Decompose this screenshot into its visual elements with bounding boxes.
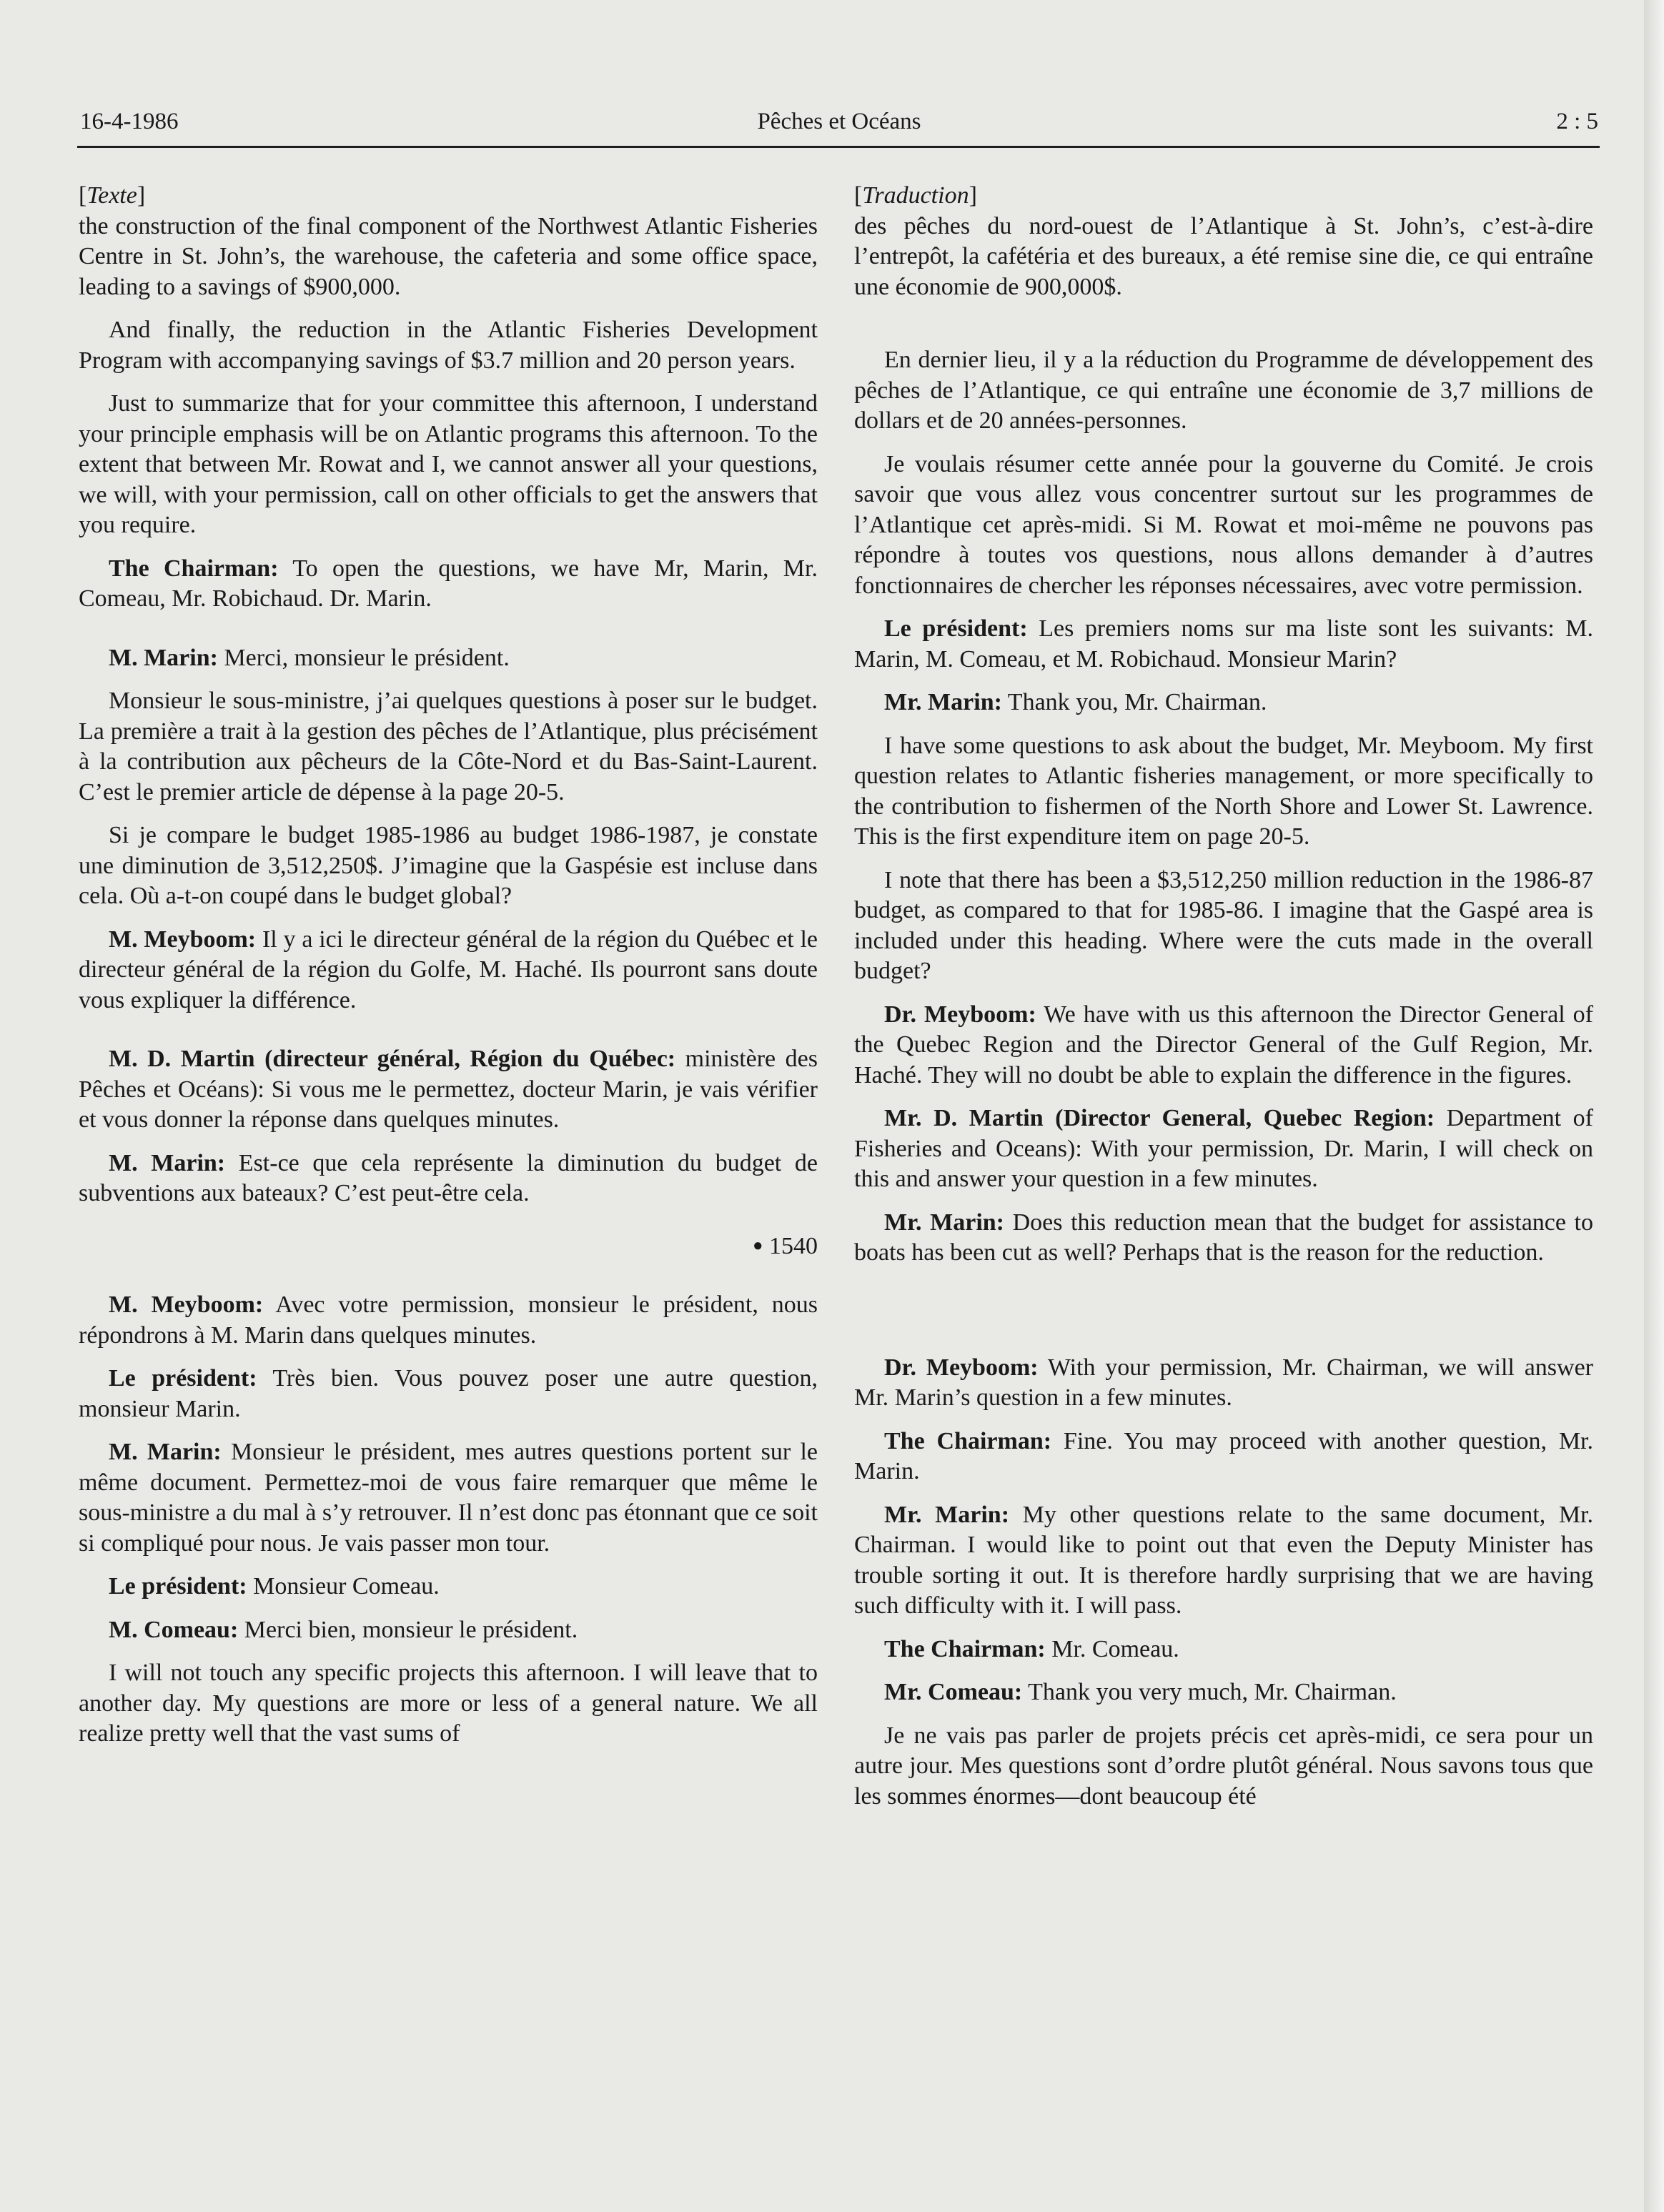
speech-text: With your permission, Mr. Chairman, we will answer Mr. Marin’s question in a few minutes. <box>854 1354 1593 1411</box>
left-column <box>79 181 818 1762</box>
running-header <box>80 109 1598 142</box>
time-marker-value: 1540 <box>769 1232 818 1259</box>
paragraph: Monsieur le sous-ministre, j’ai quelques questions à poser sur le budget. La première a trait à la gestion des pêches de l’Atlantique, plus précisément à la contribution aux pêcheurs de la Côte-Nord et du Bas-Saint-Laurent. C’est le premier article de dépense à la page 20-5. <box>79 688 818 805</box>
speech-text: ministère des Pêches et Océans): Si vous me le permettez, docteur Marin, je vais vérifier et vous donner la réponse dans quelques minutes. <box>79 1046 818 1133</box>
speaker-name: Le président: <box>109 1365 257 1392</box>
speech-paragraph <box>79 1149 818 1209</box>
speaker-name: Mr. Comeau: <box>884 1679 1023 1705</box>
speaker-name: Le président: <box>884 615 1028 642</box>
speech-text: To open the questions, we have Mr, Marin, Mr. Comeau, Mr. Robichaud. Dr. Marin. <box>79 555 818 612</box>
speech-paragraph <box>854 1677 1593 1708</box>
speech-paragraph <box>79 1437 818 1559</box>
speech-text: Mr. Comeau. <box>1045 1635 1179 1662</box>
paragraph: Je ne vais pas parler de projets précis cet après-midi, ce sera pour un autre jour. Mes questions sont d’ordre plutôt général. Nous savons tous que les sommes énormes—dont beaucoup été <box>854 1722 1593 1810</box>
speech-text: We have with us this afternoon the Director General of the Quebec Region and the Director General of the Gulf Region, Mr. Haché. They will no doubt be able to explain the difference in the figures. <box>854 1001 1593 1088</box>
paragraph: Je voulais résumer cette année pour la gouverne du Comité. Je crois savoir que vous allez vous concentrer surtout sur les programmes de l’Atlantique cet après-midi. Si M. Rowat et moi-même ne pouvons pas répondre à toutes vos questions, nous allons demander à d’autres fonctionnaires de chercher les réponses nécessaires, avec votre permission. <box>854 450 1593 599</box>
paragraph: And finally, the reduction in the Atlantic Fisheries Development Program with accompanying savings of $3.7 million and 20 person years. <box>79 317 818 374</box>
bullet-icon: ● <box>753 1236 763 1255</box>
speaker-name: M. Meyboom: <box>109 1291 264 1318</box>
header-date: 16-4-1986 <box>80 109 179 134</box>
paragraph: Just to summarize that for your committee this afternoon, I understand your principle emphasis will be on Atlantic programs this afternoon. To the extent that between Mr. Rowat and I, we cannot answer all your questions, we will, with your permission, call on other officials to get the answers that you require. <box>79 390 818 538</box>
speaker-name: M. Meyboom: <box>109 926 257 953</box>
speech-paragraph <box>79 1044 818 1136</box>
speech-paragraph <box>854 1500 1593 1622</box>
speech-text: Thank you, Mr. Chairman. <box>1001 689 1267 715</box>
speech-paragraph <box>79 643 818 674</box>
header-title: Pêches et Océans <box>757 109 921 134</box>
speech-paragraph <box>854 1353 1593 1414</box>
speaker-name: M. Marin: <box>109 644 218 671</box>
speaker-name: Le président: <box>109 1573 247 1600</box>
speech-paragraph <box>854 1427 1593 1487</box>
speech-text: Merci bien, monsieur le président. <box>238 1616 578 1643</box>
speaker-name: M. Comeau: <box>109 1616 239 1643</box>
speaker-name: Mr. Marin: <box>884 1209 1005 1236</box>
speech-text: Très bien. Vous pouvez poser une autre question, monsieur Marin. <box>79 1365 818 1422</box>
right-column <box>854 181 1593 1825</box>
speech-text: Merci, monsieur le président. <box>217 644 510 671</box>
speech-text: Il y a ici le directeur général de la région du Québec et le directeur général de la région du Golfe, M. Haché. Ils pourront sans doute vous expliquer la différence. <box>79 926 818 1013</box>
speaker-name: M. Marin: <box>109 1439 222 1465</box>
speaker-name: M. Marin: <box>109 1149 226 1176</box>
speech-paragraph <box>854 688 1593 718</box>
speech-text: Does this reduction mean that the budget for assistance to boats has been cut as well? Perhaps that is the reason for the reduction. <box>854 1209 1594 1266</box>
column-tag-label: Traduction <box>862 182 969 209</box>
paragraph: Si je compare le budget 1985-1986 au budget 1986-1987, je constate une diminution de 3,512,250$. J’imagine que la Gaspésie est incluse dans cela. Où a-t-on coupé dans le budget global? <box>79 822 818 909</box>
speech-paragraph <box>79 1572 818 1602</box>
speech-paragraph <box>854 1000 1593 1091</box>
speech-text: Department of Fisheries and Oceans): With your permission, Dr. Marin, I will check on this and answer your question in a few minutes. <box>854 1105 1593 1192</box>
speech-paragraph <box>854 1103 1593 1195</box>
paragraph: the construction of the final component of the Northwest Atlantic Fisheries Centre in St. John’s, the warehouse, the cafeteria and some office space, leading to a savings of $900,000. <box>79 212 818 300</box>
paragraph: I have some questions to ask about the budget, Mr. Meyboom. My first question relates to Atlantic fisheries management, or more specifically to the contribution to fishermen of the North Shore and Lower St. Lawrence. This is the first expenditure item on page 20-5. <box>854 732 1593 850</box>
speaker-name: M. D. Martin (directeur général, Région du Québec: <box>109 1046 676 1072</box>
speaker-name: The Chairman: <box>884 1635 1046 1662</box>
speaker-name: Mr. Marin: <box>884 1501 1010 1528</box>
speaker-name: Dr. Meyboom: <box>884 1001 1036 1028</box>
page-edge <box>1644 0 1664 2212</box>
speech-paragraph <box>854 1635 1593 1665</box>
header-rule <box>77 146 1600 148</box>
speaker-name: Mr. Marin: <box>884 689 1002 715</box>
speaker-name: The Chairman: <box>109 555 279 582</box>
speaker-name: Mr. D. Martin (Director General, Quebec Region: <box>884 1105 1435 1131</box>
speech-paragraph <box>854 614 1593 675</box>
paragraph: des pêches du nord-ouest de l’Atlantique à St. John’s, c’est-à-dire l’entrepôt, la cafétéria et des bureaux, a été remise sine die, ce qui entraîne une économie de 900,000$. <box>854 212 1593 300</box>
speech-paragraph <box>79 1615 818 1646</box>
speech-paragraph <box>79 554 818 615</box>
speech-paragraph <box>79 1364 818 1424</box>
time-marker <box>79 1231 818 1262</box>
speech-paragraph <box>79 1290 818 1351</box>
speech-text: My other questions relate to the same document, Mr. Chairman. I would like to point out that even the Deputy Minister has trouble sorting it out. It is therefore hardly surprising that we are having such difficulty with it. I will pass. <box>854 1501 1593 1619</box>
speaker-name: Dr. Meyboom: <box>884 1354 1039 1381</box>
speech-text: Les premiers noms sur ma liste sont les suivants: M. Marin, M. Comeau, et M. Robichaud. Monsieur Marin? <box>854 615 1593 673</box>
speech-text: Est-ce que cela représente la diminution du budget de subventions aux bateaux? C’est peut-être cela. <box>79 1149 818 1206</box>
speech-text: Avec votre permission, monsieur le président, nous répondrons à M. Marin dans quelques minutes. <box>79 1291 818 1349</box>
column-tag: [Texte] <box>79 182 146 209</box>
paragraph: En dernier lieu, il y a la réduction du Programme de développement des pêches de l’Atlantique, ce qui entraîne une économie de 3,7 millions de dollars et de 20 années-personnes. <box>854 347 1593 434</box>
speech-text: Thank you very much, Mr. Chairman. <box>1022 1679 1397 1705</box>
speaker-name: The Chairman: <box>884 1427 1052 1454</box>
speech-text: Monsieur le président, mes autres questions portent sur le même document. Permettez-moi de vous faire remarquer que même le sous-ministre a du mal à s’y retrouver. Il n’est donc pas étonnant que ce soit si compliqué pour nous. Je vais passer mon tour. <box>79 1439 818 1557</box>
speech-paragraph <box>79 925 818 1016</box>
paragraph: I will not touch any specific projects this afternoon. I will leave that to another day. My questions are more or less of a general nature. We all realize pretty well that the vast sums of <box>79 1660 818 1747</box>
paragraph: I note that there has been a $3,512,250 million reduction in the 1986-87 budget, as compared to that for 1985-86. I imagine that the Gaspé area is included under this heading. Where were the cuts made in the overall budget? <box>854 866 1593 984</box>
column-tag: [Traduction] <box>854 182 977 209</box>
speech-paragraph <box>854 1208 1593 1269</box>
column-tag-label: Texte <box>86 182 137 209</box>
header-page-number: 2 : 5 <box>1556 109 1598 134</box>
speech-text: Fine. You may proceed with another question, Mr. Marin. <box>854 1427 1594 1484</box>
speech-text: Monsieur Comeau. <box>247 1573 440 1600</box>
